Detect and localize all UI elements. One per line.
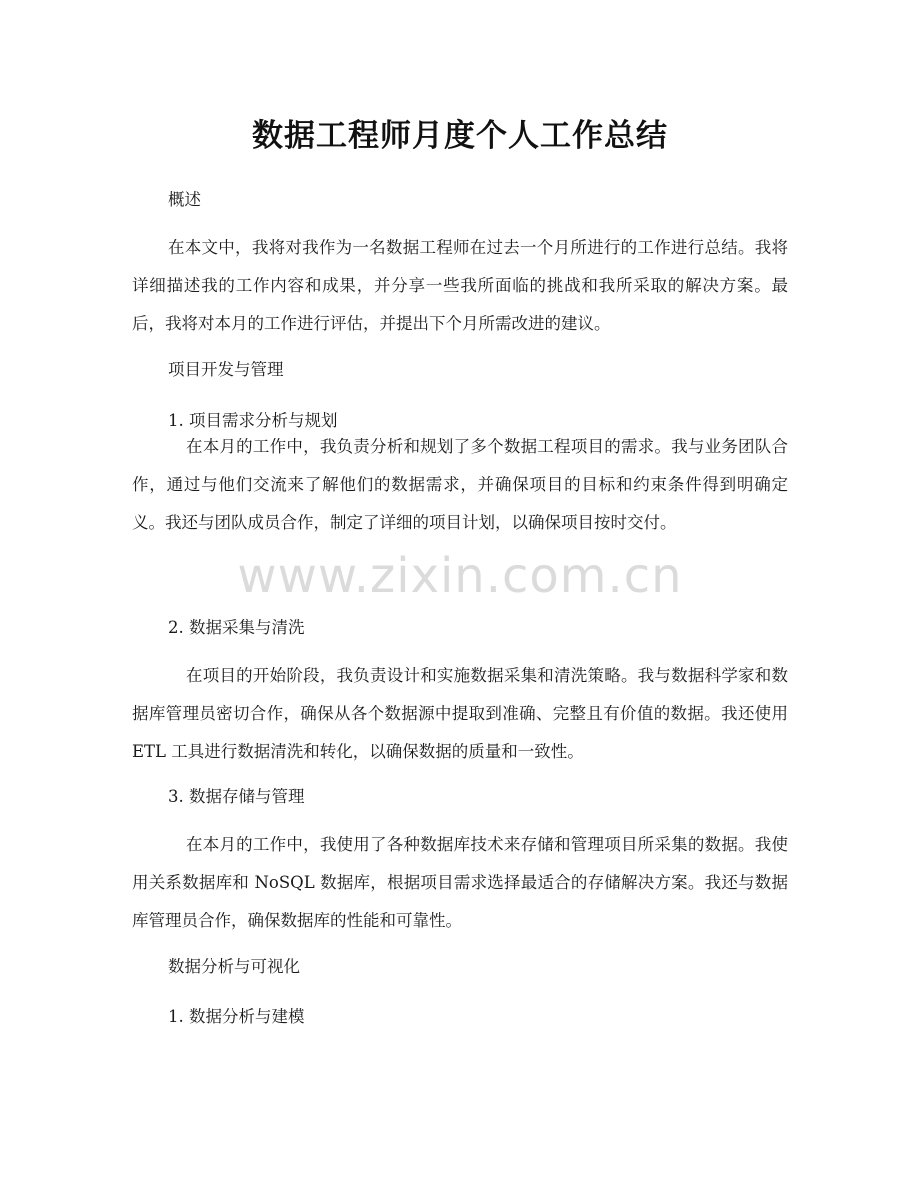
analysis-item1-heading: 1. 数据分析与建模 <box>168 1007 305 1026</box>
item1-heading: 1. 项目需求分析与规划 <box>168 411 338 430</box>
project-section-heading: 项目开发与管理 <box>168 360 284 379</box>
analysis-section-heading: 数据分析与可视化 <box>168 957 300 976</box>
item2-heading: 2. 数据采集与清洗 <box>168 618 305 637</box>
item1-paragraph: 在本月的工作中，我负责分析和规划了多个数据工程项目的需求。我与业务团队合作，通过与他们交流来了解他们的数据需求，并确保项目的目标和约束条件得到明确定义。我还与团队成员合作，制定了详细的项目计划，以确保项目按时交付。 <box>132 437 788 532</box>
item3-heading: 3. 数据存储与管理 <box>168 787 305 806</box>
document-title: 数据工程师月度个人工作总结 <box>252 118 668 154</box>
item3-paragraph: 在本月的工作中，我使用了各种数据库技术来存储和管理项目所采集的数据。我使用关系数据库和 NoSQL 数据库，根据项目需求选择最适合的存储解决方案。我还与数据库管理员合作，确保数据库的性能和可靠性。 <box>132 835 788 930</box>
item2-paragraph: 在项目的开始阶段，我负责设计和实施数据采集和清洗策略。我与数据科学家和数据库管理员密切合作，确保从各个数据源中提取到准确、完整且有价值的数据。我还使用 ETL 工具进行数据清洗和转化，以确保数据的质量和一致性。 <box>132 666 788 761</box>
watermark-text: www.zixin.com.cn <box>237 548 683 604</box>
overview-paragraph: 在本文中，我将对我作为一名数据工程师在过去一个月所进行的工作进行总结。我将详细描述我的工作内容和成果，并分享一些我所面临的挑战和我所采取的解决方案。最后，我将对本月的工作进行评估，并提出下个月所需改进的建议。 <box>132 238 788 333</box>
overview-heading: 概述 <box>168 190 201 209</box>
